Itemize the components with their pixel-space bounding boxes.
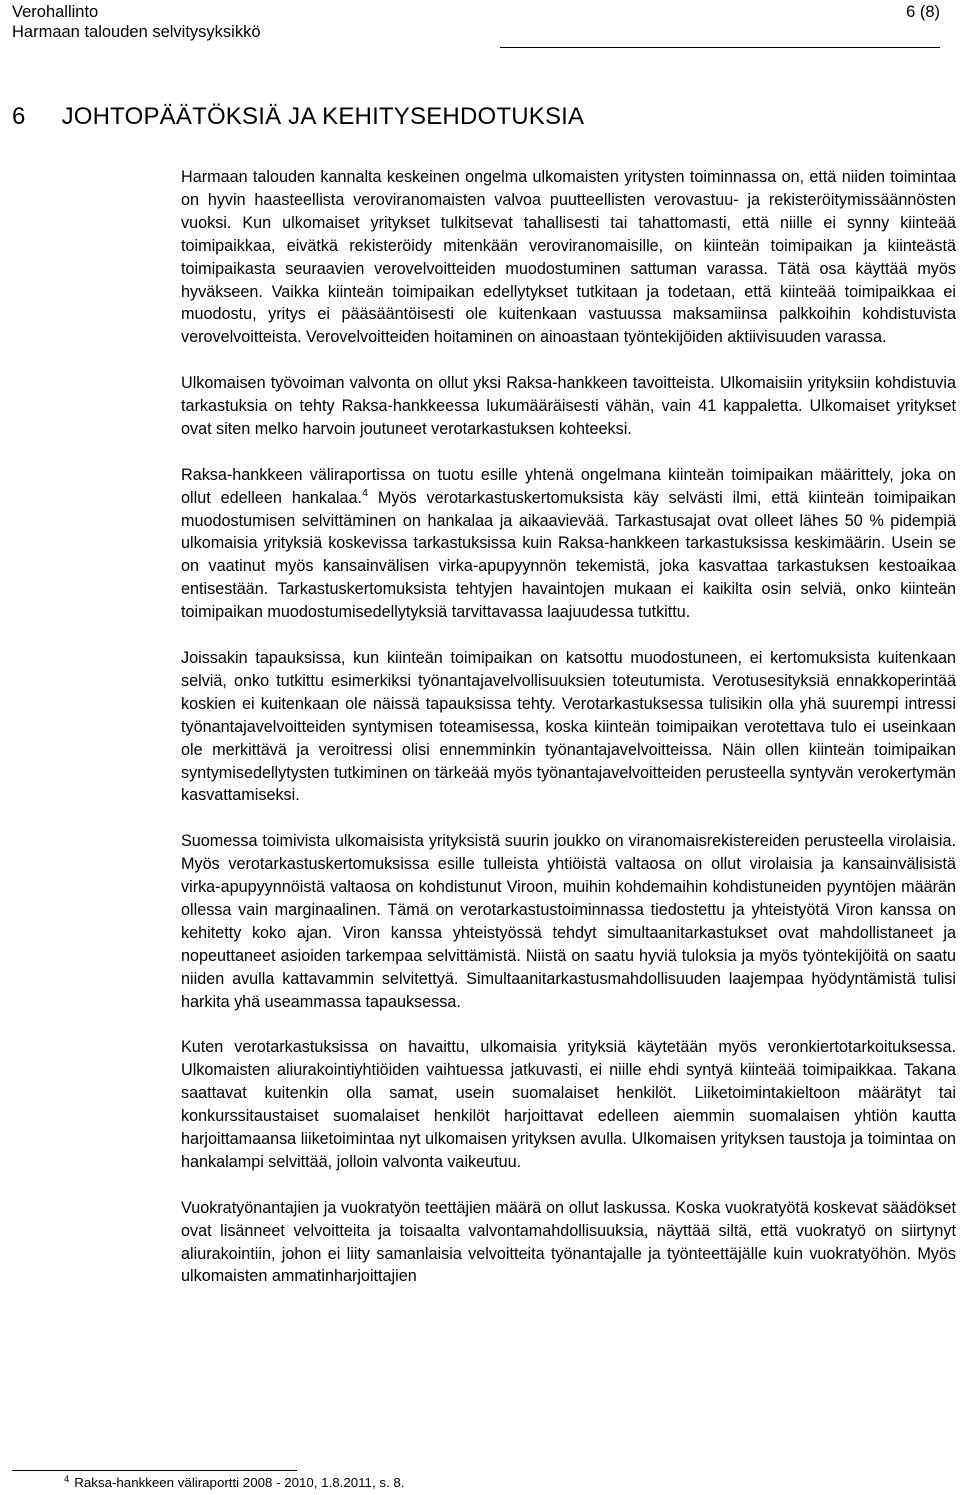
chapter-title: JOHTOPÄÄTÖKSIÄ JA KEHITYSEHDOTUKSIA	[61, 103, 585, 130]
paragraph-2: Ulkomaisen työvoiman valvonta on ollut yksi Raksa-hankkeen tavoitteista. Ulkomaisiin yrityksiin kohdistuvia tarkastuksia on tehty Raksa-hankkeessa lukumääräisesti vähän, vain 41 kappaletta. Ulkomaiset yritykset ovat siten melko harvoin joutuneet verotarkastuksen kohteeksi.	[181, 374, 956, 438]
footnote	[64, 1474, 404, 1492]
paragraph-6: Kuten verotarkastuksissa on havaittu, ulkomaisia yrityksiä käytetään myös veronkiertotarkoituksessa. Ulkomaisten aliurakointiyhtiöiden vaihtuessa jatkuvasti, ei niille ehdi syntyä kiinteää toimipaikkaa. Takana saattavat kuitenkin olla samat, usein suomalaiset henkilöt. Liiketoimintakieltoon määrätyt tai konkurssitaustaiset suomalaiset henkilöt harjoittavat edelleen aiemmin suomalaisen yhtiön kautta harjoittamaansa liiketoimintaa nyt ulkomaisen yrityksen avulla. Ulkomaisen yrityksen taustoja ja toimintaa on hankalampi selvittää, jolloin valvonta vaikeutuu.	[181, 1038, 956, 1171]
body-text	[181, 166, 956, 1311]
paragraph-4: Joissakin tapauksissa, kun kiinteän toimipaikan on katsottu muodostuneen, ei kertomuksista kuitenkaan selviä, onko tutkittu esimerkiksi työnantajavelvollisuuksien toteutumista. Verotusesityksiä ennakkoperintää koskien ei kuitenkaan ole näissä tapauksissa tehty. Verotarkastuksessa tulisikin olla yhä suurempi intressi työnantajavelvoitteiden syntymisen toteamisessa, koska kiinteän toimipaikan verotettava tulo ei useinkaan ole merkittävä ja veroitressi olisi ennemminkin työnantajavelvoitteissa. Näin ollen kiinteän toimipaikan syntymisedellytysten tutkiminen on tärkeää myös työnantajavelvoitteiden perusteella syntyvän verokertymän kasvattamiseksi.	[181, 648, 956, 805]
paragraph-3-text-b: Myös verotarkastuskertomuksista käy selvästi ilmi, että kiinteän toimipaikan muodostumisen selvittäminen on hankalaa ja aikaavievää. Tarkastusajat ovat olleet lähes 50 % pidempiä ulkomaisia yrityksiä koskevissa tarkastuksissa kuin Raksa-hankkeen tarkastuksissa keskimäärin. Usein se on vaatinut myös kansainvälisen virka-apupyynnön tekemistä, joka kasvattaa tarkastuksen kestoaikaa entisestään. Tarkastuskertomuksista tehtyjen havaintojen mukaan ei kaikilta osin selviä, onko kiinteän toimipaikan muodostumisedellytyksiä tarvittavassa laajuudessa tutkittu.	[181, 488, 956, 622]
header-unit: Harmaan talouden selvitysyksikkö	[12, 23, 261, 41]
footnote-number: 4	[64, 1474, 70, 1485]
paragraph-1: Harmaan talouden kannalta keskeinen ongelma ulkomaisten yritysten toiminnassa on, että niiden toimintaa on hyvin haasteellista veroviranomaisten valvoa puutteellisten verovastuu- ja rekisteröitymissäännösten vuoksi. Kun ulkomaiset yritykset tulkitsevat tahallisesti tai tahattomasti, että niille ei synny kiinteää toimipaikkaa, eivätkä rekisteröidy mitenkään veroviranomaisille, on kiinteän toimipaikan ja kiinteästä toimipaikasta seuraavien verovelvoitteiden muodostuminen sattuman varassa. Tätä osa käyttää myös hyväkseen. Vaikka kiinteän toimipaikan edellytykset tutkitaan ja todetaan, että kiinteää toimipaikkaa ei muodostu, yritys ei pääsääntöisesti ole kuitenkaan vastuussa maksamiinsa palkkoihin kohdistuvista verovelvoitteista. Verovelvoitteiden hoitaminen on ainoastaan työntekijöiden aktiivisuuden varassa.	[181, 168, 956, 347]
paragraph-3	[181, 464, 956, 624]
paragraph-7: Vuokratyönantajien ja vuokratyön teettäjien määrä on ollut laskussa. Koska vuokratyötä koskevat säädökset ovat lisänneet velvoitteita ja toisaalta valvontamahdollisuuksia, näyttää siltä, että vuokratyö on siirtynyt aliurakointiin, johon ei liity samanlaisia velvoitteita työnantajalle ja työnteettäjälle kuin vuokratyöhön. Myös ulkomaisten ammatinharjoittajien	[181, 1198, 956, 1286]
footnote-text: Raksa-hankkeen väliraportti 2008 - 2010, 1.8.2011, s. 8.	[74, 1475, 405, 1490]
page-header	[12, 2, 261, 42]
chapter-number: 6	[12, 103, 26, 130]
header-organization: Verohallinto	[12, 3, 99, 21]
chapter-heading	[12, 102, 584, 132]
footnote-reference[interactable]: 4	[362, 486, 368, 499]
paragraph-5: Suomessa toimivista ulkomaisista yrityksistä suurin joukko on viranomaisrekistereiden perusteella virolaisia. Myös verotarkastuskertomuksissa esille tulleista yhtiöistä valtaosa on ollut virolaisia ja kansainvälisistä virka-apupyynnöistä valtaosa on kohdistunut Viroon, muihin kohdemaihin kohdistuneiden pyyntöjen määrän ollessa vain marginaalinen. Tämä on verotarkastustoiminnassa tiedostettu ja yhteistyötä Viron kanssa on kehitetty koko ajan. Viron kanssa yhteistyössä tehdyt simultaanitarkastukset ovat mahdollistaneet ja nopeuttaneet asioiden tarkempaa selvittämistä. Niistä on saatu hyviä tuloksia ja myös työntekijöitä on saatu niiden avulla kattavammin selvitettyä. Simultaanitarkastusmahdollisuuden laajempaa hyödyntämistä tulisi harkita yhä useammassa tapauksessa.	[181, 832, 956, 1011]
header-divider	[500, 47, 940, 48]
paragraph-3-text-a: Raksa-hankkeen väliraportissa on tuotu esille yhtenä ongelmana kiinteän toimipaikan määrittely, joka on ollut edelleen hankalaa.	[181, 465, 956, 507]
footnote-divider	[12, 1470, 297, 1471]
page-number: 6 (8)	[906, 3, 940, 21]
